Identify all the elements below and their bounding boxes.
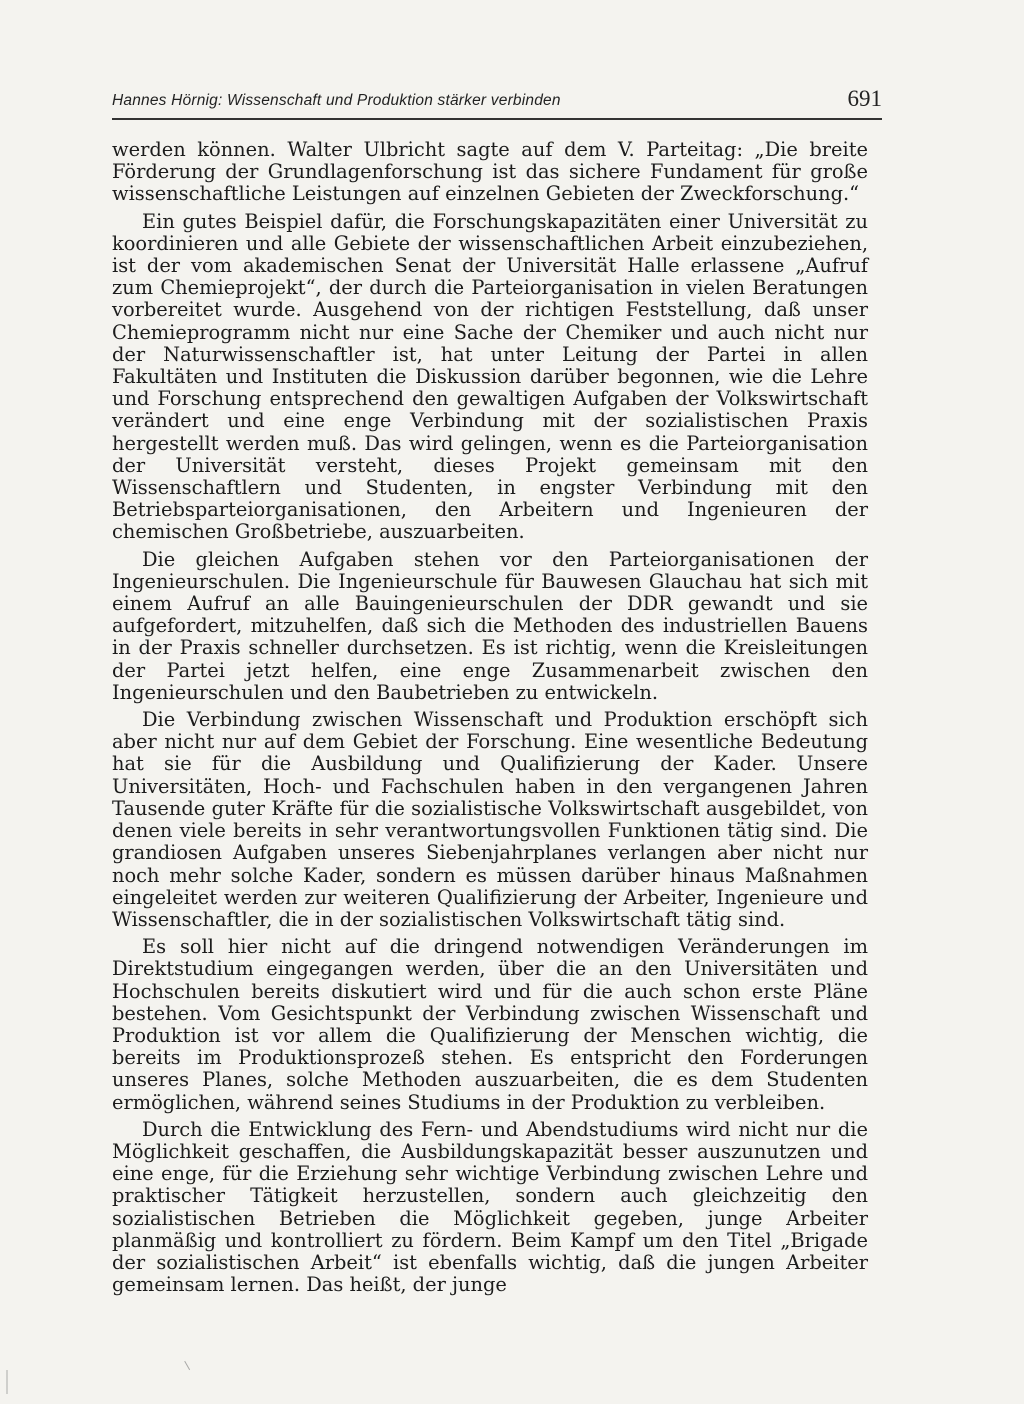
running-head: Hannes Hörnig: Wissenschaft und Produktion stärker verbinden xyxy=(112,92,561,109)
paragraph-continuation: werden können. Walter Ulbricht sagte auf dem V. Parteitag: „Die breite Förderung der Grundlagenforschung ist das sichere Fundament für große wissenschaftliche Leistungen auf einzelnen Gebieten der Zweckforschung.“ xyxy=(112,138,868,206)
stray-pen-mark xyxy=(184,1356,199,1370)
paragraph-direktstudium: Es soll hier nicht auf die dringend notwendigen Veränderungen im Direktstudium eingegangen werden, über die an den Universitäten und Hochschulen bereits diskutiert wird und für die auch schon erste Pläne bestehen. Vom Gesichtspunkt der Verbindung zwischen Wissenschaft und Produktion ist vor allem die Qualifizierung der Menschen wichtig, die bereits im Produktionsprozeß stehen. Es entspricht den Forderungen unseres Planes, solche Methoden auszuarbeiten, die es dem Studenten ermöglichen, während seines Studiums in der Produktion zu verbleiben. xyxy=(112,935,868,1114)
body-text xyxy=(112,139,868,1301)
paragraph-ingenieurschulen: Die gleichen Aufgaben stehen vor den Parteiorganisationen der Ingenieurschulen. Die Ingenieurschule für Bauwesen Glauchau hat sich mit einem Aufruf an alle Bauingenieurschulen der DDR gewandt und sie aufgefordert, mitzuhelfen, daß sich die Methoden des industriellen Bauens in der Praxis schneller durchsetzen. Es ist richtig, wenn die Kreisleitungen der Partei jetzt helfen, eine enge Zusammenarbeit zwischen den Ingenieurschulen und den Baubetrieben zu entwickeln. xyxy=(112,547,868,704)
header-rule xyxy=(112,118,882,120)
page-header xyxy=(112,88,882,116)
paragraph-ausbildung-kader: Die Verbindung zwischen Wissenschaft und Produktion erschöpft sich aber nicht nur auf dem Gebiet der Forschung. Eine wesentliche Bedeutung hat sie für die Ausbildung und Qualifizierung der Kader. Unsere Universitäten, Hoch- und Fachschulen haben in den vergangenen Jahren Tausende guter Kräfte für die sozialistische Volkswirtschaft ausgebildet, von denen viele bereits in sehr verantwortungsvollen Funktionen tätig sind. Die grandiosen Aufgaben unseres Siebenjahrplanes verlangen aber nicht nur noch mehr solche Kader, sondern es müssen darüber hinaus Maßnahmen eingeleitet werden zur weiteren Qualifizierung der Arbeiter, Ingenieure und Wissenschaftler, die in der sozialistischen Volkswirtschaft tätig sind. xyxy=(112,708,868,931)
page-number: 691 xyxy=(847,86,882,111)
paragraph-chemieprojekt: Ein gutes Beispiel dafür, die Forschungskapazitäten einer Universität zu koordinieren und alle Gebiete der wissenschaftlichen Arbeit einzubeziehen, ist der vom akademischen Senat der Universität Halle erlassene „Aufruf zum Chemieprojekt“, der durch die Parteiorganisation in vielen Beratungen vorbereitet wurde. Ausgehend von der richtigen Feststellung, daß unser Chemieprogramm nicht nur eine Sache der Chemiker und auch nicht nur der Naturwissenschaftler ist, hat unter Leitung der Partei in allen Fakultäten und Instituten die Diskussion darüber begonnen, wie die Lehre und Forschung entsprechend den gewaltigen Aufgaben der Volkswirtschaft verändert und eine enge Verbindung mit der sozialistischen Praxis hergestellt werden muß. Das wird gelingen, wenn es die Parteiorganisation der Universität versteht, dieses Projekt gemeinsam mit den Wissenschaftlern und Studenten, in engster Verbindung mit den Betriebsparteiorganisationen, den Arbeitern und Ingenieuren der chemischen Großbetriebe, auszuarbeiten. xyxy=(112,209,868,544)
scan-edge-speck xyxy=(6,1370,8,1394)
paragraph-fernstudium: Durch die Entwicklung des Fern- und Abendstudiums wird nicht nur die Möglichkeit geschaffen, die Ausbildungskapazität besser auszunutzen und eine enge, für die Erziehung sehr wichtige Verbindung zwischen Lehre und praktischer Tätigkeit herzustellen, sondern auch gleichzeitig den sozialistischen Betrieben die Möglichkeit gegeben, junge Arbeiter planmäßig und kontrolliert zu fördern. Beim Kampf um den Titel „Brigade der sozialistischen Arbeit“ ist ebenfalls wichtig, daß die jungen Arbeiter gemeinsam lernen. Das heißt, der junge xyxy=(112,1117,868,1297)
